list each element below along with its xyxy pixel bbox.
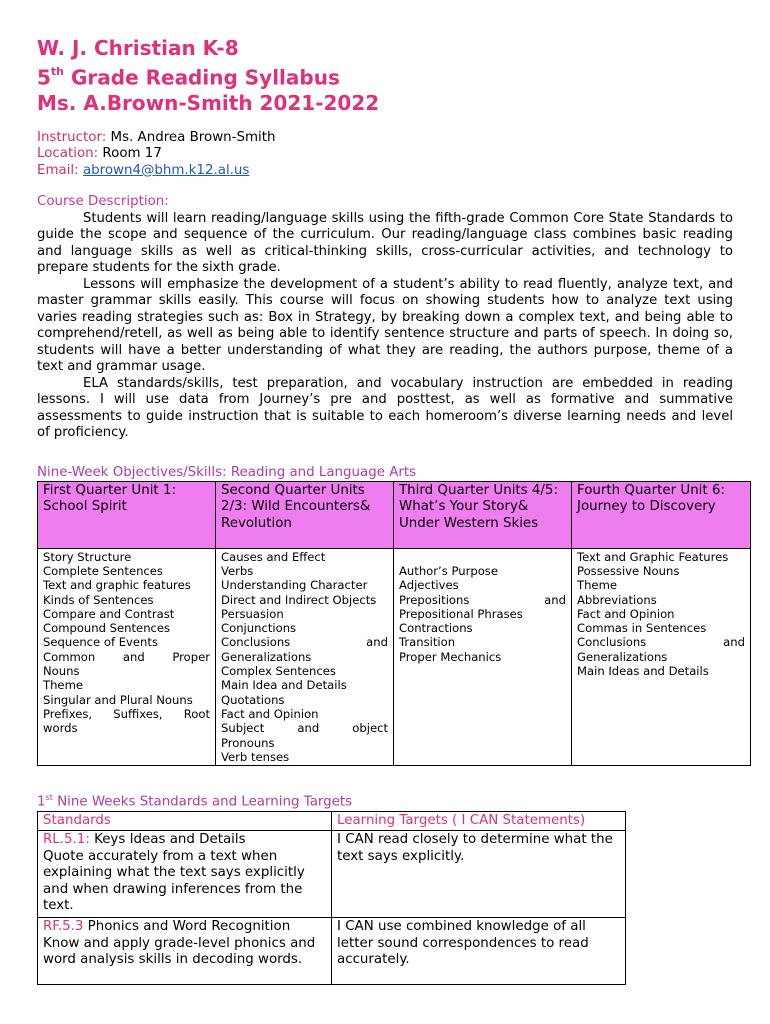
quarter-3-skills: Author’s Purpose Adjectives Prepositions and Prepositional Phrases Contractions Transition Proper Mechanics xyxy=(394,548,572,765)
document-page xyxy=(37,36,745,985)
contact-info xyxy=(37,130,733,180)
nine-week-table xyxy=(37,481,751,766)
description-paragraph: ELA standards/skills, test preparation, and vocabulary instruction are embedded in reading lessons. I will use data from Journey’s pre and posttest, as well as formative and summative assessments to guide instruction that is suitable to each homeroom’s diverse learning needs and level of proficiency. xyxy=(37,375,733,441)
teacher-year: Ms. A.Brown-Smith 2021-2022 xyxy=(37,90,380,115)
nine-week-title: Nine-Week Objectives/Skills: Reading and Language Arts xyxy=(37,464,417,480)
table-header-row xyxy=(38,811,626,831)
standards-table xyxy=(37,811,626,986)
quarter-1-header: First Quarter Unit 1: School Spirit xyxy=(38,481,216,548)
instructor-line: Instructor: Ms. Andrea Brown-Smith xyxy=(37,129,276,145)
quarter-1-skills: Story Structure Complete Sentences Text and graphic features Kinds of Sentences Compare and Contrast Compound Sentences Sequence of Events Common and Proper Nouns Theme Singular and Plural Nouns Prefixes, Suffixes, Root words xyxy=(38,548,216,765)
quarter-2-skills: Causes and Effect Verbs Understanding Character Direct and Indirect Objects Persuasion Conjunctions Conclusions and Generalizations Complex Sentences Main Idea and Details Quotations Fact and Opinion Subject and object Pronouns Verb tenses xyxy=(216,548,394,765)
school-name: W. J. Christian K-8 xyxy=(37,36,239,60)
table-header-row xyxy=(38,481,751,548)
standards-title: 1st Nine Weeks Standards and Learning Targets xyxy=(37,793,353,810)
description-paragraph: Students will learn reading/language skills using the fifth-grade Common Core State Standards to guide the scope and sequence of the curriculum. Our reading/language class combines basic reading and language skills as well as critical-thinking skills, cross-curricular activities, and technology to prepare students for the sixth grade. xyxy=(37,210,733,276)
standard-cell: RL.5.1: Keys Ideas and Details Quote accurately from a text when explaining what the text says explicitly and when drawing inferences from the text. xyxy=(38,831,332,918)
quarter-3-header: Third Quarter Units 4/5: What’s Your Story& Under Western Skies xyxy=(394,481,572,548)
target-cell: I CAN read closely to determine what the text says explicitly. xyxy=(332,831,626,918)
course-description-title: Course Description: xyxy=(37,194,169,210)
email-link[interactable]: abrown4@bhm.k12.al.us xyxy=(82,162,250,178)
standards-column-header: Standards xyxy=(38,811,332,831)
targets-column-header: Learning Targets ( I CAN Statements) xyxy=(332,811,626,831)
syllabus-title: 5th Grade Reading Syllabus xyxy=(37,65,340,90)
location-line: Location: Room 17 xyxy=(37,146,162,162)
standard-cell: RF.5.3 Phonics and Word Recognition Know and apply grade-level phonics and word analysis skills in decoding words. xyxy=(38,918,332,985)
standard-code: RF.5.3 xyxy=(43,919,84,935)
standard-code: RL.5.1: xyxy=(43,832,90,848)
quarter-4-skills: Text and Graphic Features Possessive Nouns Theme Abbreviations Fact and Opinion Commas in Sentences Conclusions and Generalizations Main Ideas and Details xyxy=(572,548,751,765)
table-row xyxy=(38,918,626,985)
course-description xyxy=(37,194,733,442)
table-row xyxy=(38,831,626,918)
document-header xyxy=(37,36,733,116)
description-paragraph: Lessons will emphasize the development of a student’s ability to read fluently, analyze text, and master grammar skills easily. This course will focus on showing students how to analyze text using varies reading strategies such as: Box in Strategy, by breaking down a complex text, and being able to comprehend/retell, as well as being able to identify sentence structure and parts of speech. In doing so, students will have a better understanding of what they are reading, the authors purpose, theme of a text and grammar usage. xyxy=(37,276,733,375)
target-cell: I CAN use combined knowledge of all letter sound correspondences to read accurately. xyxy=(332,918,626,985)
table-row xyxy=(38,548,751,765)
standard-description: Know and apply grade-level phonics and word analysis skills in decoding words. xyxy=(43,935,316,968)
standard-description: Quote accurately from a text when explaining what the text says explicitly and when drawing inferences from the text. xyxy=(43,848,305,914)
quarter-4-header: Fourth Quarter Unit 6: Journey to Discovery xyxy=(572,481,751,548)
quarter-2-header: Second Quarter Units 2/3: Wild Encounters& Revolution xyxy=(216,481,394,548)
email-line: Email: abrown4@bhm.k12.al.us xyxy=(37,162,250,178)
